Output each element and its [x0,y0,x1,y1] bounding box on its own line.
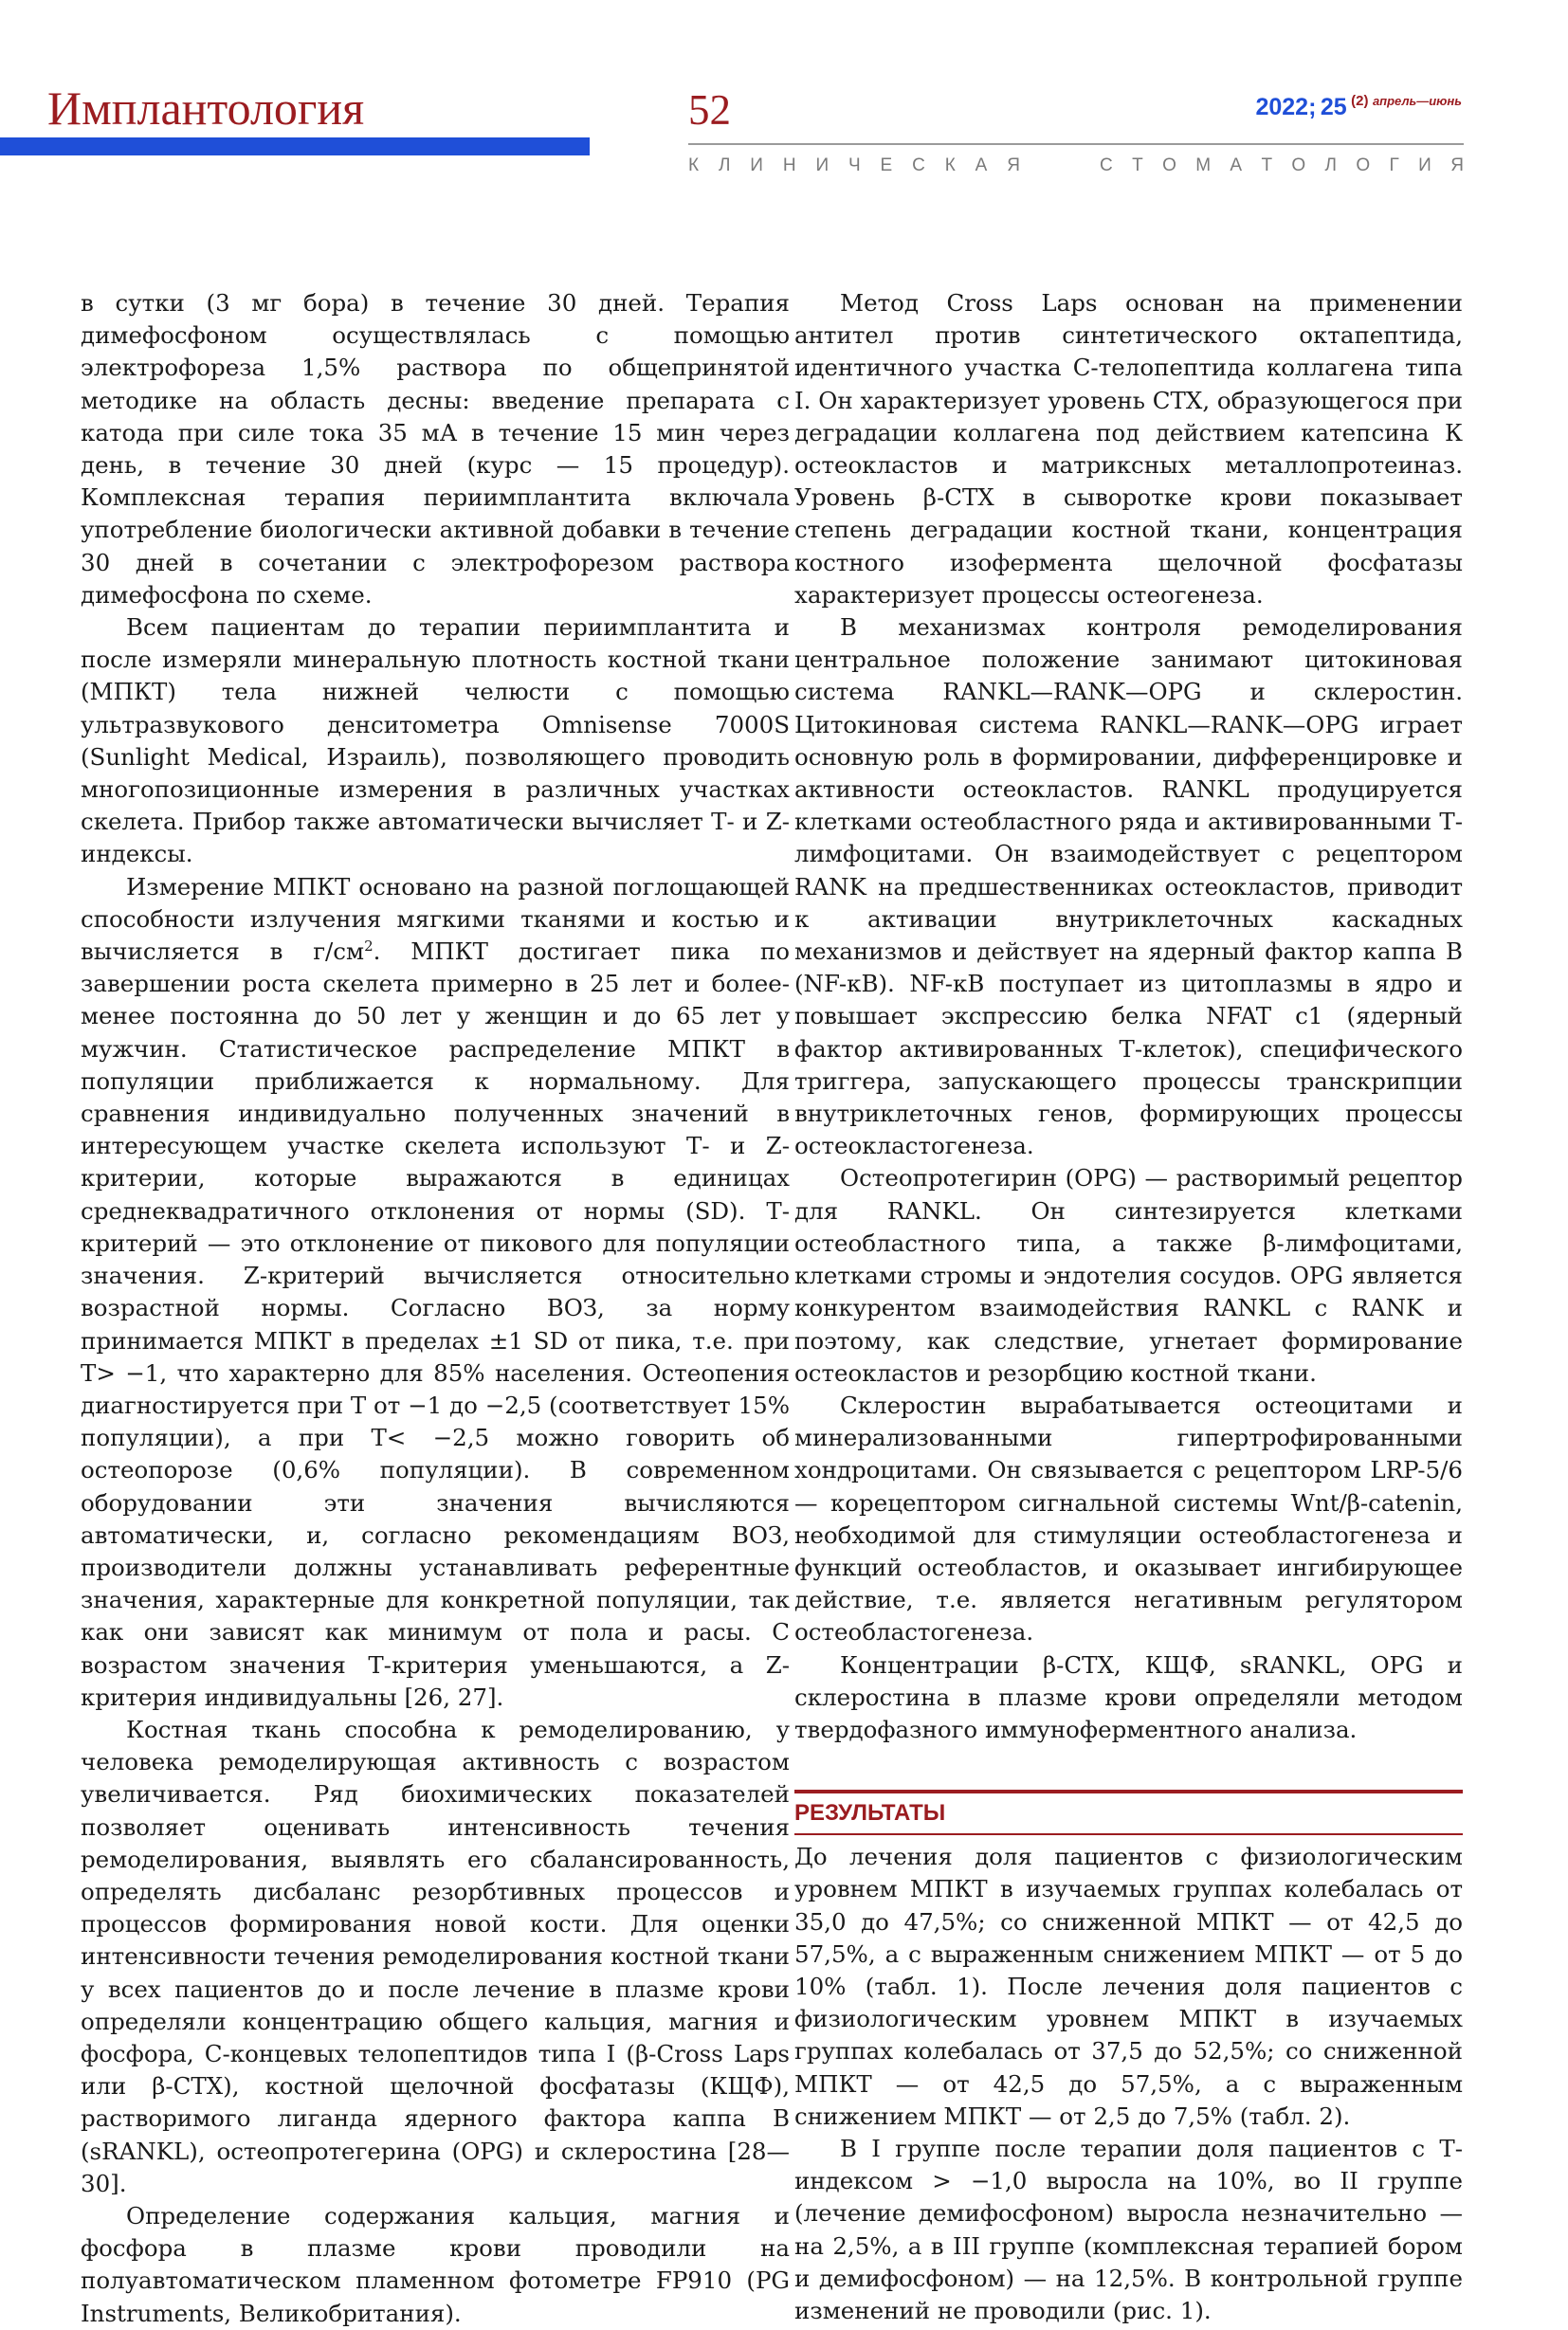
journal-letter: О [1356,155,1371,175]
journal-letter: Л [1324,155,1338,175]
paragraph: В I группе после терапии доля пациентов с Т-индексом > −1,0 выросла на 10%, во II группе (лечение демифосфоном) выросла незначительно — на 2,5%, а в III группе (комплексная терапией бором и демифосфоном) — на 12,5%. В контрольной группе изменений не проводили (рис. 1). [794,2134,1463,2324]
issue-info [1255,93,1462,121]
results-heading: РЕЗУЛЬТАТЫ [794,1790,1463,1828]
superscript: 2 [364,937,374,955]
journal-letter: С [912,155,925,175]
paragraph: До лечения доля пациентов с физиологическим уровнем МПКТ в изучаемых группах колебалась от 35,0 до 47,5%; со сниженной МПКТ — от 42,5 до 57,5%, а с выраженным снижением МПКТ — от 5 до 10% (табл. 1). После лечения доля пациентов с физиологическим уровнем МПКТ в изучаемых группах колебалась от 37,5 до 52,5%; со сниженной МПКТ — от 42,5 до 57,5%, а с выраженным снижением МПКТ — от 2,5 до 7,5% (табл. 2). [794,1843,1463,2130]
journal-letter: Я [1007,155,1020,175]
text-run: . МПКТ достигает пика по завершении роста скелета примерно в 25 лет и более-менее постоянна до 50 лет у женщин и до 65 лет у мужчин. Статистическое распределение МПКТ в популяции приближается к нормальному. Для сравнения индивидуально полученных значений в интересующем участке скелета используют Т- и Z-критерии, которые выражаются в единицах среднеквадратичного отклонения от нормы (SD). Т-критерий — это отклонение от пикового для популяции значения. Z-критерий вычисляется относительно возрастной нормы. Согласно ВОЗ, за норму принимается МПКТ в пределах ±1 SD от пика, т.е. при Т> −1, что характерно для 85% населения. Остеопения диагностируется при Т от −1 до −2,5 (соответствует 15% популяции), а при Т< −2,5 можно говорить об остеопорозе (0,6% популяции). В современном оборудовании эти значения вычисляются автоматически, и, согласно рекомендациям ВОЗ, производители должны устанавливать референтные значения, характерные для конкретной популяции, так как они зависят как минимум от пола и расы. С возрастом значения Т-критерия уменьшаются, а Z-критерия индивидуальны [26, 27]. [81,937,790,1711]
section-title: Имплантология [47,82,365,135]
issue-year: 2022; [1255,94,1317,120]
paragraph: Остеопротегирин (OPG) — растворимый рецептор для RANKL. Он синтезируется клетками остеобластного типа, а также β-лимфоцитами, клетками стромы и эндотелия сосудов. OPG является конкурентом взаимодействия RANKL с RANK и поэтому, как следствие, угнетает формирование остеокластов и резорбцию костной ткани. [794,1164,1463,1387]
paragraph: Всем пациентам до терапии периимплантита и после измеряли минеральную плотность костной ткани (МПКТ) тела нижней челюсти с помощью ультразвукового денситометра Omnisense 7000S (Sunlight Medical, Израиль), позволяющего проводить многопозиционные измерения в различных участках скелета. Прибор также автоматически вычисляет Т- и Z-индексы. [81,613,790,868]
right-column [794,287,1463,2327]
paragraph: Костная ткань способна к ремоделированию, у человека ремоделирующая активность с возрастом увеличивается. Ряд биохимических показателей позволяет оценивать интенсивность течения ремоделирования, выявлять его сбалансированность, определять дисбаланс резорбтивных процессов и процессов формирования новой кости. Для оценки интенсивности течения ремоделирования костной ткани у всех пациентов до и после лечение в плазме крови определяли концентрацию общего кальция, магния и фосфора, С-концевых телопептидов типа I (β-Cross Laps или β-CTX), костной щелочной фосфатазы (КЩФ), растворимого лиганда ядерного фактора каппа В (sRANKL), остеопротегерина (OPG) и склеростина [28—30]. [81,1715,790,2197]
header-rule [688,143,1464,145]
journal-letter: Т [1132,155,1143,175]
journal-letter: Т [1261,155,1273,175]
left-column [81,287,790,2330]
paragraph: В механизмах контроля ремоделирования центральное положение занимают цитокиновая система RANKL—RANK—OPG и склеростин. Цитокиновая система RANKL—RANK—OPG играет основную роль в формировании, дифференцировке и активности остеокластов. RANKL продуцируется клетками остеобластного ряда и активированными Т-лимфоцитами. Он взаимодействует с рецептором RANK на предшественниках остеокластов, приводит к активации внутриклеточных каскадных механизмов и действует на ядерный фактор каппа В (NF-κВ). NF-κВ поступает из цитоплазмы в ядро и повышает экспрессию белка NFAT c1 (ядерный фактор активированных Т-клеток), специфического триггера, запускающего процессы транскрипции внутриклеточных генов, формирующих процессы остеокластогенеза. [794,613,1463,1160]
issue-number: (2) [1351,93,1369,109]
header-accent-bar [0,137,590,155]
journal-letter: К [944,155,956,175]
journal-letter: М [1195,155,1212,175]
journal-letter: А [975,155,988,175]
journal-letter: Ч [848,155,861,175]
paragraph: Склеростин вырабатывается остеоцитами и минерализованными гипертрофированными хондроцитами. Он связывается с рецептором LRP-5/6 — корецептором сигнальной системы Wnt/β-catenin, необходимой для стимуляции остеобластогенеза и функций остеобластов, и оказывает ингибирующее действие, т.е. является негативным регулятором остеобластогенеза. [794,1391,1463,1647]
journal-letter: Е [880,155,893,175]
journal-letter: К [688,155,700,175]
journal-letter: Г [1389,155,1399,175]
paragraph: Определение содержания кальция, магния и фосфора в плазме крови проводили на полуавтоматическом пламенном фотометре FP910 (PG Instruments, Великобритания). [81,2201,790,2327]
page-number: 52 [688,86,731,134]
paragraph: в сутки (3 мг бора) в течение 30 дней. Терапия димефосфоном осуществлялась с помощью электрофореза 1,5% раствора по общепринятой методике на область десны: введение препарата с катода при силе тока 35 мА в течение 15 мин через день, в течение 30 дней (курс — 15 процедур). Комплексная терапия периимплантита включала употребление биологически активной добавки в течение 30 дней в сочетании с электрофорезом раствора димефосфона по схеме. [81,289,790,609]
journal-letter: И [1418,155,1431,175]
journal-letter: О [1291,155,1306,175]
issue-volume: 25 [1320,94,1347,120]
journal-letter: Л [718,155,731,175]
paragraph: Концентрации β-СТХ, КЩФ, sRANKL, OPG и склеростина в плазме крови определяли методом твердофазного иммуноферментного анализа. [794,1650,1463,1743]
journal-name [688,155,1464,176]
journal-word-clinical [688,155,1020,176]
issue-period: апрель—июнь [1372,94,1462,108]
journal-letter: О [1162,155,1176,175]
journal-letter: С [1100,155,1113,175]
journal-letter: И [750,155,763,175]
journal-letter: Н [782,155,796,175]
journal-letter: А [1230,155,1243,175]
text-run: Измерение МПКТ основано на разной поглощающей способности излучения мягкими тканями и костью и вычисляется в г/см [81,872,790,966]
paragraph [81,871,790,1714]
journal-letter: Я [1450,155,1464,175]
journal-letter: И [815,155,830,175]
paragraph: Метод Cross Laps основан на применении антител против синтетического октапептида, идентичного участка С-телопептида коллагена типа I. Он характеризует уровень СТХ, образующегося при деградации коллагена под действием катепсина К остеокластов и матриксных металлопротеиназ. Уровень β-СТХ в сыворотке крови показывает степень деградации костной ткани, концентрация костного изофермента щелочной фосфатазы характеризует процессы остеогенеза. [794,289,1463,609]
journal-word-dentistry [1100,155,1464,176]
